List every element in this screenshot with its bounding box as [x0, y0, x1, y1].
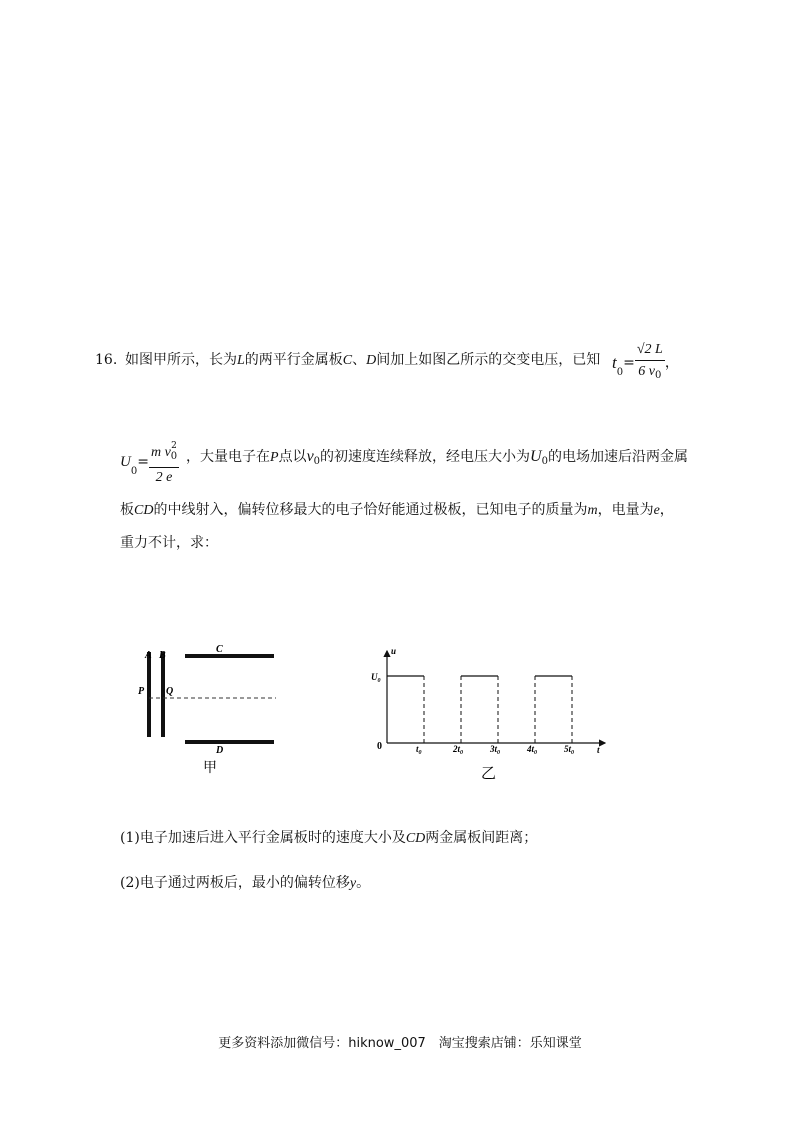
question-line-3: 板CD的中线射入，偏转位移最大的电子恰好能通过极板，已知电子的质量为m，电量为e，: [120, 502, 674, 518]
label-B: B: [159, 650, 166, 661]
caption-yi: 乙: [481, 764, 497, 782]
figure-jia: [130, 640, 290, 780]
question-line-2: ，大量电子在P点以$v_0$的初速度连续释放，经电压大小为$U_0$的电场加速后沿两金属: [186, 448, 688, 467]
caption-jia: 甲: [203, 760, 217, 776]
tick-label: $5t_0$: [564, 744, 575, 756]
tick-label: $3t_0$: [490, 744, 501, 756]
t0-fraction: $\frac{√2 L}{6 v_0}$: [636, 342, 663, 381]
t0-formula: $t_0=$ $\frac{√2 L}{6 v_0}$ ，: [612, 340, 679, 386]
axis-u-label: u: [391, 646, 397, 656]
label-A: A: [145, 650, 152, 661]
axis-t-label: t: [597, 745, 600, 755]
figure-yi: [365, 645, 615, 785]
level-label: $U_0$: [371, 672, 381, 684]
voltage-waveform: [387, 676, 572, 743]
origin-label: 0: [377, 741, 382, 752]
label-P: P: [138, 686, 145, 697]
label-Q: Q: [166, 686, 174, 697]
question-line-4: 重力不计，求：: [120, 535, 218, 551]
footer-text: 更多资料添加微信号：hiknow_007 淘宝搜索店铺：乐知课堂: [218, 1036, 582, 1051]
label-D: D: [216, 745, 224, 756]
tick-label: $4t_0$: [527, 744, 538, 756]
question-line-1: 如图甲所示，长为L的两平行金属板C、D间加上如图乙所示的交变电压，已知: [125, 352, 601, 368]
U0-formula: $U_0=$ $\frac{m v_0^2}{2 e}$: [120, 436, 179, 488]
sub-question-1: (1)电子加速后进入平行金属板时的速度大小及CD两金属板间距离；: [120, 830, 538, 846]
tick-label: $2t_0$: [453, 744, 464, 756]
U0-fraction: $\frac{m v_0^2}{2 e}$: [149, 436, 179, 488]
tick-label: $t_0$: [416, 744, 422, 756]
tick-labels: [416, 744, 574, 756]
question-number: 16.: [95, 352, 118, 368]
label-C: C: [216, 644, 223, 655]
sub-question-2: (2)电子通过两板后，最小的偏转位移y。: [120, 875, 371, 891]
